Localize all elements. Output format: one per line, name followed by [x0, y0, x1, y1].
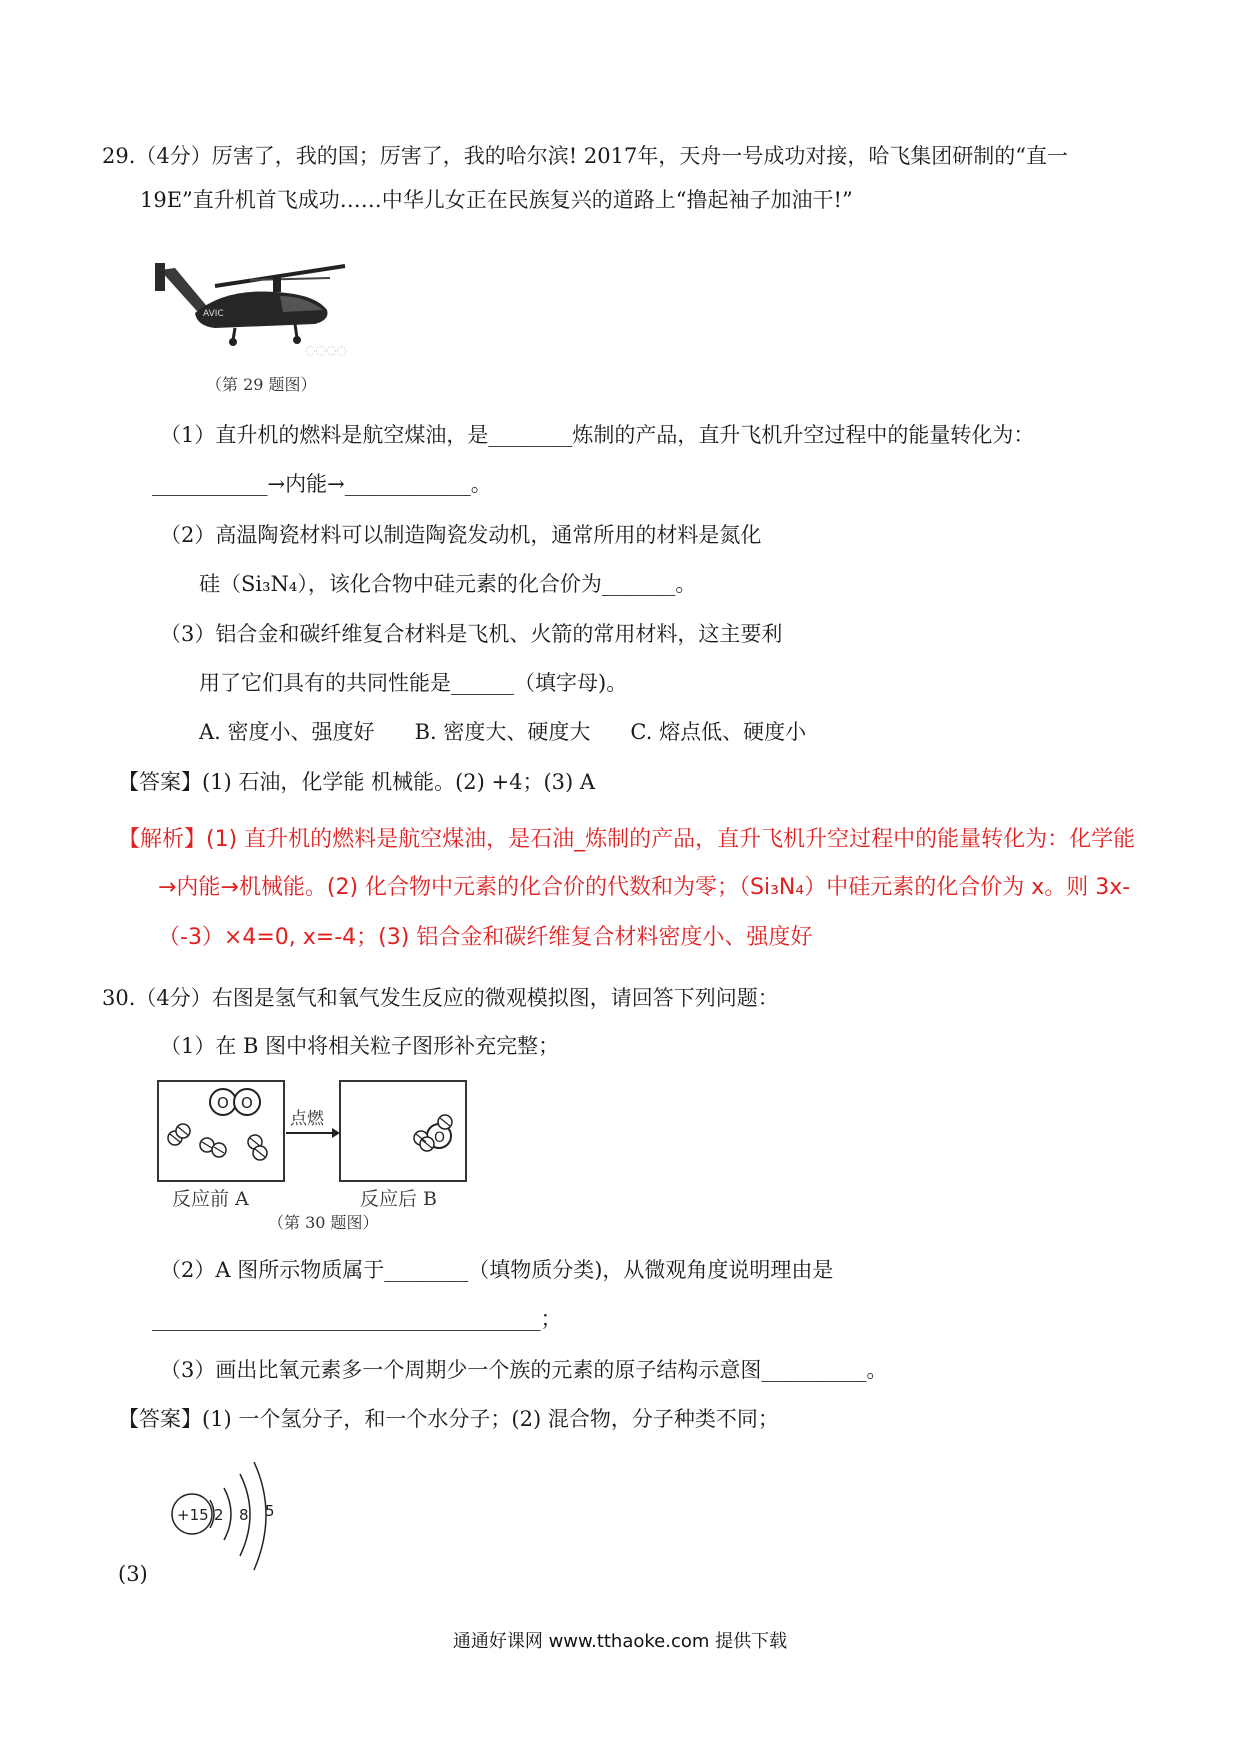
- q29-figure-caption: （第 29 题图）: [206, 375, 317, 394]
- q30-figure-caption: （第 30 题图）: [268, 1213, 379, 1232]
- q30-sub1: （1）在 B 图中将相关粒子图形补充完整；: [160, 1034, 560, 1058]
- q29-sub1-line2: ___________→内能→____________。: [152, 472, 492, 496]
- q30-answer: 【答案】(1) 一个氢分子，和一个水分子；(2) 混合物，分子种类不同；: [118, 1407, 779, 1431]
- q30-sub2-line2: _____________________________________；: [152, 1307, 562, 1331]
- q29-sub1-line1: （1）直升机的燃料是航空煤油，是________炼制的产品，直升飞机升空过程中的能量转化为：: [160, 423, 1035, 447]
- q29-sub3-line1: （3）铝合金和碳纤维复合材料是飞机、火箭的常用材料，这主要利: [160, 622, 783, 646]
- q29-analysis-line3: （-3）×4=0, x=-4；(3) 铝合金和碳纤维复合材料密度小、强度好: [158, 925, 813, 950]
- q30-line-1: 30.（4分）右图是氢气和氧气发生反应的微观模拟图，请回答下列问题：: [102, 986, 779, 1010]
- q29-analysis-line1: 【解析】(1) 直升机的燃料是航空煤油，是石油_炼制的产品，直升飞机升空过程中的能量转化为：化学能: [118, 827, 1136, 852]
- q29-line-2: 19E”直升机首飞成功……中华儿女正在民族复兴的道路上“撸起袖子加油干!”: [140, 188, 853, 212]
- oxygen-atom-label: O: [241, 1094, 253, 1112]
- label-after-b: 反应后 B: [360, 1188, 438, 1210]
- arrow-label: 点燃: [290, 1109, 324, 1129]
- svg-text:◌◌◌◌: ◌◌◌◌: [305, 343, 347, 357]
- q29-line-1: 29.（4分）厉害了，我的国；厉害了，我的哈尔滨! 2017年，天舟一号成功对接，哈飞集团研制的“直一: [102, 144, 1069, 168]
- label-before-a: 反应前 A: [172, 1188, 249, 1210]
- helicopter-logo: AVIC: [203, 309, 224, 319]
- q30-sub3: （3）画出比氧元素多一个周期少一个族的元素的原子结构示意图__________。: [160, 1358, 888, 1382]
- q29-sub2-line1: （2）高温陶瓷材料可以制造陶瓷发动机，通常所用的材料是氮化: [160, 523, 762, 547]
- q29-sub3-line2: 用了它们具有的共同性能是______（填字母)。: [199, 671, 628, 695]
- footer: 通通好课网 www.tthaoke.com 提供下载: [452, 1631, 788, 1652]
- reaction-arrow-icon: [284, 1126, 340, 1140]
- atom-structure-diagram: [168, 1462, 288, 1592]
- shell-electrons-1: 2: [214, 1506, 224, 1524]
- q29-analysis-line2: →内能→机械能。(2) 化合物中元素的化合价的代数和为零；（Si₃N₄）中硅元素的化合价为 x。则 3x-: [158, 875, 1131, 900]
- reaction-box-b: [339, 1080, 467, 1182]
- q30-sub2-line1: （2）A 图所示物质属于________（填物质分类)，从微观角度说明理由是: [160, 1258, 834, 1282]
- oxygen-atom-label: O: [434, 1130, 446, 1146]
- q30-sub3-label: (3): [118, 1562, 148, 1586]
- nucleus-charge: +15: [177, 1506, 209, 1524]
- shell-electrons-3: 5: [265, 1502, 275, 1520]
- helicopter-figure: [155, 258, 355, 372]
- q29-answer: 【答案】(1) 石油，化学能 机械能。(2) +4；(3) A: [118, 770, 596, 794]
- oxygen-atom-label: O: [217, 1094, 229, 1112]
- reaction-box-a: [157, 1080, 285, 1182]
- shell-electrons-2: 8: [239, 1506, 249, 1524]
- q29-sub2-line2: 硅（Si₃N₄），该化合物中硅元素的化合价为_______。: [199, 572, 697, 596]
- q29-options: A. 密度小、强度好 B. 密度大、硬度大 C. 熔点低、硬度小: [199, 720, 807, 744]
